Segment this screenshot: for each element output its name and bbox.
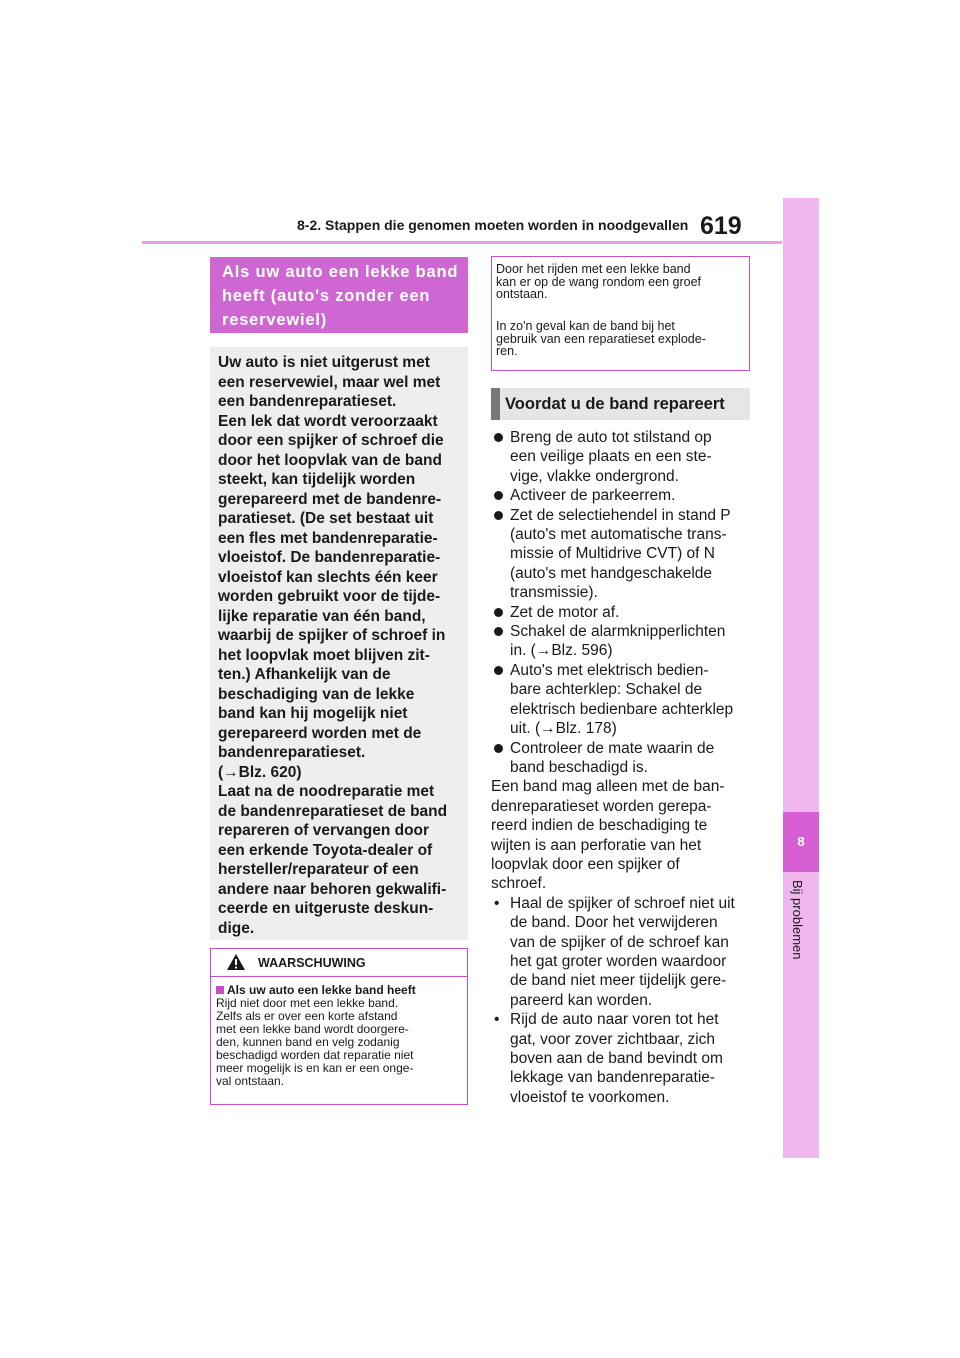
intro-line: door een spijker of schroef die (218, 432, 444, 449)
warning-body (216, 997, 464, 1088)
intro-line: een fles met bandenreparatie- (218, 529, 438, 547)
body-paragraph (491, 777, 751, 893)
paragraph-line: denreparatieset worden gerepa- (491, 797, 712, 815)
intro-line: Laat na de noodreparatie met (218, 783, 435, 800)
sub-item-line: lekkage van bandenreparatie- (510, 1069, 716, 1087)
sub-item-line: boven aan de band bevindt om (510, 1050, 723, 1067)
caution-line: Door het rijden met een lekke band (496, 262, 691, 276)
intro-line: repareren of vervangen door (218, 822, 430, 839)
intro-line: hersteller/reparateur of een (218, 861, 419, 878)
chapter-title: Bij problemen (790, 880, 805, 960)
sub-item-line: de band niet meer tijdelijk gere- (510, 972, 727, 990)
sub-item-line: • Rijd de auto naar voren tot het (510, 1011, 719, 1029)
intro-line: het loopvlak moet blijven zit- (218, 646, 430, 664)
bullet-line: Schakel de alarmknipperlichten (510, 623, 726, 641)
intro-line: paratieset. (De set bestaat uit (218, 510, 434, 527)
warning-line: met een lekke band wordt doorgere- (216, 1022, 409, 1036)
intro-line: door het loopvlak van de band (218, 451, 442, 469)
sub-item-list (491, 894, 751, 1107)
paragraph-line: loopvlak door een spijker of (491, 855, 680, 873)
caution-line: kan er op de wang rondom een groef (496, 274, 701, 289)
intro-line: worden gebruikt voor de tijde- (218, 588, 441, 605)
bullet-line: transmissie). (510, 584, 598, 602)
section-title: 8-2. Stappen die genomen moeten worden in noodgevallen (297, 217, 689, 233)
intro-line: een bandenreparatieset. (218, 393, 397, 410)
bullet-line: een veilige plaats en een ste- (510, 448, 712, 466)
left-heading: Als uw auto een lekke band heeft (auto's zonder een reservewiel) (222, 263, 459, 329)
warning-line: Rijd niet door met een lekke band. (216, 996, 399, 1010)
chapter-number: 8 (797, 834, 805, 849)
intro-text (218, 353, 464, 938)
warning-triangle-icon (226, 953, 246, 971)
paragraph-line: schroef. (491, 875, 547, 893)
sub-item (491, 1010, 751, 1107)
sub-item-line: • Haal de spijker of schroef niet uit (510, 894, 735, 912)
intro-line: vloeistof kan slechts één keer (218, 568, 438, 586)
intro-line: bandenreparatieset. (218, 744, 366, 761)
warning-line: val ontstaan. (216, 1074, 285, 1088)
caution-line: In zo'n geval kan de band bij het (496, 319, 675, 333)
sub-item-line: vloeistof te voorkomen. (510, 1088, 670, 1106)
bullet-line: vige, vlakke ondergrond. (510, 467, 679, 485)
warning-subhead-text: Als uw auto een lekke band heeft (227, 983, 416, 997)
intro-line: andere naar behoren gekwalifi- (218, 880, 447, 898)
intro-line: beschadiging van de lekke (218, 685, 415, 703)
bullet-line: (auto's met handgeschakelde (510, 564, 713, 582)
intro-line: Uw auto is niet uitgerust met (218, 354, 430, 371)
bullet-line: elektrisch bedienbare achterklep (510, 700, 734, 718)
bullet-line: Breng de auto tot stilstand op (510, 429, 712, 446)
caution-line: ontstaan. (496, 287, 548, 301)
sub-item-line: pareerd kan worden. (510, 991, 653, 1009)
bullet-item (491, 506, 751, 603)
intro-line: lijke reparatie van één band, (218, 607, 426, 625)
intro-line: Een lek dat wordt veroorzaakt (218, 412, 438, 430)
paragraph-line: reerd indien de beschadiging te (491, 817, 708, 835)
bullet-line: Zet de motor af. (510, 603, 620, 621)
right-heading: Voordat u de band repareert (505, 395, 725, 413)
intro-line: dige. (218, 919, 255, 937)
intro-line: een erkende Toyota-dealer of (218, 841, 433, 859)
caution-line: gebruik van een reparatieset explode- (496, 331, 706, 346)
bullet-line: (auto's met automatische trans- (510, 526, 727, 544)
bullet-line: in. (→Blz. 596) (510, 642, 613, 660)
bullet-item (491, 486, 751, 505)
bullet-line: bare achterklep: Schakel de (510, 681, 703, 699)
intro-line: vloeistof. De bandenreparatie- (218, 549, 441, 566)
bullet-line: missie of Multidrive CVT) of N (510, 545, 715, 563)
sub-item-line: de band. Door het verwijderen (510, 914, 718, 932)
sub-item (491, 894, 751, 1010)
bullet-item (491, 661, 751, 739)
paragraph-line: Een band mag alleen met de ban- (491, 778, 725, 796)
chapter-side-tab (783, 198, 819, 1158)
sub-item-line: van de spijker of de schroef kan (510, 933, 729, 951)
warning-line: den, kunnen band en velg zodanig (216, 1035, 400, 1049)
intro-line: gerepareerd met de bandenre- (218, 490, 442, 508)
intro-line: waarbij de spijker of schroef in (218, 627, 446, 644)
caution-paragraph-1 (496, 263, 746, 301)
bullet-item (491, 603, 751, 622)
bullet-line: band beschadigd is. (510, 758, 648, 776)
bullet-item (491, 739, 751, 778)
paragraph-line: wijten is aan perforatie van het (491, 836, 702, 854)
intro-line: band kan hij mogelijk niet (218, 705, 408, 722)
intro-line: ten.) Afhankelijk van de (218, 666, 391, 683)
intro-line: steekt, kan tijdelijk worden (218, 471, 416, 488)
bullet-item (491, 428, 751, 486)
sub-item-line: gat, voor zover zichtbaar, zich (510, 1030, 716, 1048)
bullet-line: Zet de selectiehendel in stand P (510, 506, 731, 524)
warning-line: Zelfs als er over een korte afstand (216, 1009, 398, 1023)
bullet-line: Activeer de parkeerrem. (510, 487, 676, 505)
bullet-line: uit. (→Blz. 178) (510, 720, 617, 738)
caution-paragraph-2 (496, 320, 746, 358)
intro-line: ceerde en uitgeruste deskun- (218, 900, 434, 917)
caution-line: ren. (496, 344, 518, 358)
warning-subhead (216, 983, 464, 997)
warning-title: WAARSCHUWING (258, 956, 366, 970)
bullet-line: Auto's met elektrisch bedien- (510, 661, 709, 679)
bullet-item (491, 622, 751, 661)
intro-line: (→Blz. 620) (218, 763, 302, 781)
header-divider (142, 241, 782, 244)
page-number: 619 (700, 212, 742, 240)
warning-line: meer mogelijk is en kan er een onge- (216, 1061, 414, 1075)
warning-line: beschadigd worden dat reparatie niet (216, 1048, 414, 1062)
bullet-list (491, 428, 751, 777)
bullet-line: Controleer de mate waarin de (510, 739, 715, 757)
square-bullet-icon (216, 986, 224, 994)
right-heading-bar (491, 388, 500, 420)
intro-line: een reservewiel, maar wel met (218, 373, 441, 391)
intro-line: gerepareerd worden met de (218, 724, 422, 742)
intro-line: de bandenreparatieset de band (218, 802, 448, 820)
sub-item-line: het gat groter worden waardoor (510, 952, 727, 970)
right-body (491, 428, 751, 1107)
